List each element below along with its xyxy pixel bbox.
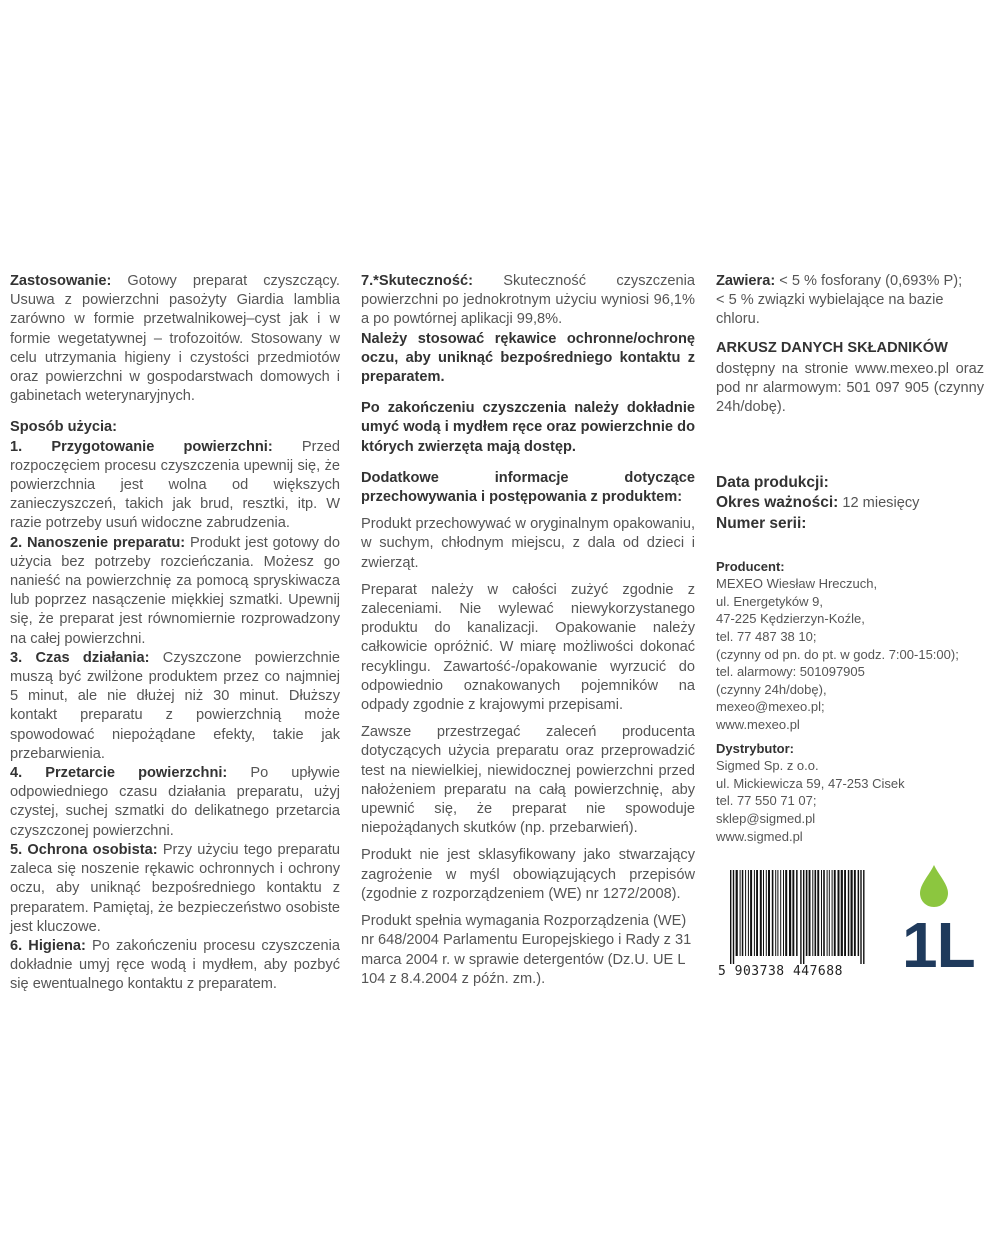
barcode-bar: [860, 870, 861, 964]
step-text: Czyszczone powierzchnie muszą być zwilżone produktem przez co najmniej 5 minut, ale nie dłużej niż 30 minut. Dłuższy kontakt preparatu z powierzchnią może spowodować niepożądane efekty, takie jak przebarwienia.: [10, 649, 340, 762]
storage-text: Produkt przechowywać w oryginalnym opakowaniu, w suchym, chłodnym miejscu, z dala od dzieci i zwierząt.: [361, 516, 695, 571]
barcode-bar: [809, 870, 811, 956]
barcode-bar: [815, 870, 817, 956]
classification-text: Produkt nie jest sklasyfikowany jako stwarzający zagrożenie w myśl obowiązujących przepisów (zgodnie z rozporządzeniem (WE) nr 1272/2008).: [361, 847, 695, 902]
barcode-bar: [823, 870, 825, 956]
ingredients-sheet-text: dostępny na stronie www.mexeo.pl oraz pod nr alarmowym: 501 097 905 (czynny 24h/dobę).: [716, 360, 984, 416]
distributor-line: ul. Mickiewicza 59, 47-253 Cisek: [716, 775, 905, 791]
producer-label: Producent:: [716, 558, 785, 574]
efficacy-label: 7.*Skuteczność:: [361, 273, 473, 289]
producer-block: [716, 558, 984, 734]
storage-heading: Dodatkowe informacje dotyczące przechowywania i postępowania z produktem:: [361, 469, 695, 506]
usage-column: [10, 272, 340, 995]
usage-step: [10, 937, 340, 995]
efficacy-text: Skuteczność czyszczenia powierzchni po jednokrotnym użyciu wyniosi 96,1% a po powtórnej aplikacji 99,8%.: [361, 273, 695, 328]
volume-label: 1L: [902, 909, 975, 981]
ingredients-sheet-title: ARKUSZ DANYCH SKŁADNIKÓW: [716, 339, 948, 356]
barcode-bar: [803, 870, 804, 964]
barcode-bar: [780, 870, 781, 956]
batch-info: [716, 473, 984, 533]
barcode-bar: [858, 870, 860, 956]
regulation-text: Produkt spełnia wymagania Rozporządzenia (WE) nr 648/2004 Parlamentu Europejskiego i Rady z 31 marca 2004 r. w sprawie detergentów (Dz.U. UE L 104 z 8.4.2004 z późn. zm.).: [361, 913, 692, 987]
barcode-bar: [854, 870, 856, 956]
step-text: Produkt jest gotowy do użycia bez potrzeby rozcieńczania. Możesz go nanieść na powierzchnię za pomocą spryskiwacza lub poprzez nasączenie miękkiej szmatki. Upewnij się, że preparat jest równomiernie rozprowadzony na całej powierzchni.: [10, 534, 340, 647]
barcode-bar: [775, 870, 776, 956]
step-label: 6. Higiena:: [10, 937, 86, 954]
step-label: 5. Ochrona osobista:: [10, 841, 158, 858]
barcode-bar: [806, 870, 808, 956]
gloves-warning: Należy stosować rękawice ochronne/ochronę oczu, aby uniknąć bezpośredniego kontaktu z preparatem.: [361, 330, 695, 386]
barcode-bar: [736, 870, 738, 956]
serial-number-label: Numer serii:: [716, 514, 807, 532]
production-date-label: Data produkcji:: [716, 474, 829, 492]
barcode-bar: [783, 870, 784, 956]
distributor-line: tel. 77 550 71 07;: [716, 793, 817, 809]
barcode-bar: [748, 870, 749, 956]
expiry-row: [716, 493, 984, 513]
producer-line: 47-225 Kędzierzyn-Koźle,: [716, 611, 865, 627]
barcode-bar: [817, 870, 819, 956]
producer-line: tel. alarmowy: 501097905: [716, 664, 865, 680]
barcode-bar: [785, 870, 787, 956]
barcode-bar: [745, 870, 746, 956]
barcode-bar: [812, 870, 813, 956]
barcode-bar: [796, 870, 798, 956]
producer-line: tel. 77 487 38 10;: [716, 629, 817, 644]
usage-step: [10, 438, 340, 534]
barcode-bar: [754, 870, 755, 956]
barcode-bar: [821, 870, 822, 956]
distributor-block: [716, 740, 984, 846]
test-text: Zawsze przestrzegać zaleceń producenta dotyczących użycia preparatu oraz przeprowadzić test na niewielkiej, niewidocznej powierzchni przed nałożeniem preparatu na całą powierzchnię, aby upewnić się, że preparat nie spowoduje niepożądanych skutków (np. przebarwień).: [361, 724, 695, 837]
contains-line1: < 5 % fosforany (0,693% P);: [775, 273, 963, 289]
barcode-bar: [777, 870, 778, 956]
efficacy-paragraph: [361, 272, 695, 330]
barcode-bar: [834, 870, 836, 956]
barcode-bar: [763, 870, 764, 956]
barcode-bar: [750, 870, 752, 956]
distributor-label: Dystrybutor:: [716, 740, 795, 756]
info-column: [716, 272, 984, 845]
step-text: Po zakończeniu procesu czyszczenia dokładnie umyj ręce wodą i mydłem, aby pozbyć się ewentualnego kontaktu z preparatem.: [10, 937, 341, 993]
application-paragraph: [10, 272, 340, 406]
usage-step: [10, 534, 340, 649]
step-text: Po upływie odpowiedniego czasu działania preparatu, użyj czystej, suchej szmatki do delikatnego przetarcia czyszczonej powierzchni.: [10, 765, 340, 839]
producer-line: (czynny od pn. do pt. w godz. 7:00-15:00);: [716, 646, 959, 662]
after-cleaning-note: Po zakończeniu czyszczenia należy dokładnie umyć wodą i mydłem ręce oraz powierzchnie do których zwierzęta mają dostęp.: [361, 400, 695, 455]
application-text: Gotowy preparat czyszczący. Usuwa z powierzchni pasożyty Giardia lamblia zarówno w formie przetwalnikowej–cyst jak i w formie wegetatywnej – trofozoitów. Stosowany w celu utrzymania higieny i czystości przedmiotów oraz powierzchni w gospodarstwach domowych i gabinetach weterynaryjnych.: [10, 273, 340, 405]
barcode-bar: [863, 870, 864, 964]
step-text: Przed rozpoczęciem procesu czyszczenia upewnij się, że powierzchnia jest wolna od większych zanieczyszczeń, takich jak brud, resztki, itp. W razie potrzeby usuń widoczne zabrudzenia.: [10, 438, 341, 532]
efficacy-column: [361, 272, 695, 989]
contains-line2: < 5 % związki wybielające na bazie chloru.: [716, 292, 944, 328]
application-label: Zastosowanie:: [10, 273, 112, 289]
barcode-bar: [792, 870, 794, 956]
barcode-bar: [827, 870, 828, 956]
usage-step: [10, 764, 340, 841]
distributor-line: Sigmed Sp. z o.o.: [716, 758, 819, 774]
producer-line: (czynny 24h/dobę),: [716, 681, 827, 697]
usage-heading: Sposób użycia:: [10, 419, 118, 436]
step-text: Przy użyciu tego preparatu zaleca się noszenie rękawic ochronnych i ochrony oczu, aby uniknąć bezpośredniego kontaktu z preparatem. Pamiętaj, że bezpieczeństwo osobiste jest kluczowe.: [10, 841, 341, 935]
producer-line: ul. Energetyków 9,: [716, 593, 823, 609]
contains-label: Zawiera:: [716, 273, 776, 289]
barcode-bar: [838, 870, 840, 956]
disposal-text: Preparat należy w całości zużyć zgodnie z zaleceniami. Nie wylewać niewykorzystanego produktu do kanalizacji. Opakowanie należy całkowicie opróżnić. W miarę możliwości dokonać recyklingu. Zawartość-/opakowanie wyrzucić do odpowiednio oznakowanych pojemników na odpady zgodnie z krajowymi przepisami.: [361, 581, 695, 714]
step-label: 4. Przetarcie powierzchni:: [10, 765, 228, 782]
barcode-bar: [841, 870, 843, 956]
producer-line: www.mexeo.pl: [716, 716, 800, 732]
barcode-bar: [800, 870, 801, 964]
barcode-bar: [756, 870, 758, 956]
barcode-bar: [772, 870, 774, 956]
barcode-bar: [851, 870, 853, 956]
barcode-bar: [789, 870, 791, 956]
expiry-value: 12 miesięcy: [838, 495, 920, 512]
barcode-bar: [733, 870, 734, 964]
barcode-bar: [832, 870, 833, 956]
step-label: 2. Nanoszenie preparatu:: [10, 534, 186, 551]
barcode-bar: [829, 870, 830, 956]
step-label: 1. Przygotowanie powierzchni:: [10, 438, 273, 455]
barcode-bar: [730, 870, 731, 964]
barcode-number: 5 903738 447688: [718, 964, 843, 979]
barcode-bar: [766, 870, 767, 956]
producer-line: MEXEO Wiesław Hreczuch,: [716, 576, 878, 592]
barcode-bar: [844, 870, 846, 956]
barcode-bar: [742, 870, 744, 956]
distributor-line: www.sigmed.pl: [716, 828, 803, 844]
barcode-bar: [740, 870, 741, 956]
usage-step: [10, 841, 340, 937]
barcode-bar: [768, 870, 770, 956]
barcode: [718, 866, 866, 982]
barcode-bars: [718, 866, 866, 966]
producer-line: mexeo@mexeo.pl;: [716, 699, 825, 715]
barcode-bar: [760, 870, 762, 956]
expiry-label: Okres ważności:: [716, 494, 839, 512]
water-drop-icon: [916, 864, 952, 908]
contains-paragraph: [716, 272, 984, 291]
barcode-bar: [848, 870, 850, 956]
step-label: 3. Czas działania:: [10, 649, 150, 666]
usage-step: [10, 649, 340, 764]
distributor-line: sklep@sigmed.pl: [716, 810, 816, 826]
